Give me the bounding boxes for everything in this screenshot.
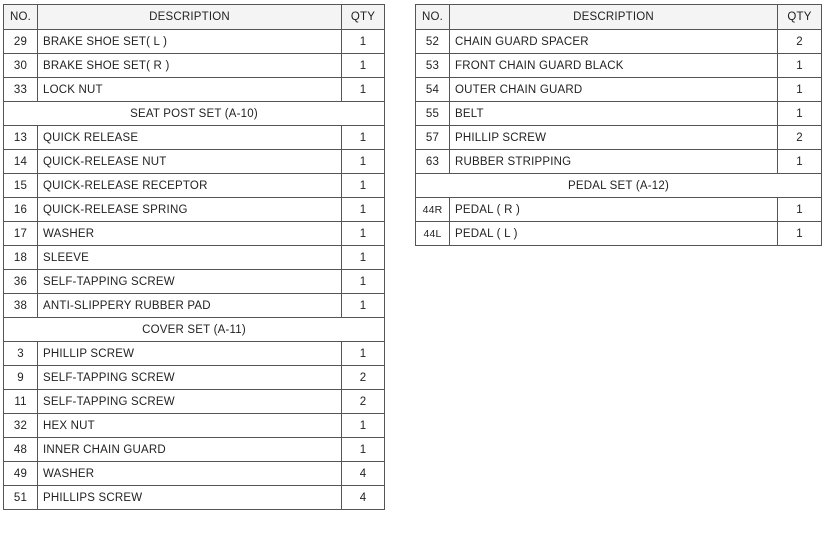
part-number: 38 (4, 294, 38, 318)
part-number: 33 (4, 78, 38, 102)
part-description: SELF-TAPPING SCREW (38, 390, 342, 414)
part-number: 15 (4, 174, 38, 198)
part-quantity: 1 (342, 150, 385, 174)
table-row (4, 462, 385, 486)
part-description: FRONT CHAIN GUARD BLACK (450, 54, 778, 78)
section-title: PEDAL SET (A-12) (416, 174, 822, 198)
header-description: DESCRIPTION (450, 5, 778, 30)
table-row (4, 126, 385, 150)
table-row (4, 342, 385, 366)
parts-table-left (3, 4, 385, 510)
table-row (416, 54, 822, 78)
table-row (4, 246, 385, 270)
part-description: QUICK-RELEASE RECEPTOR (38, 174, 342, 198)
part-description: QUICK RELEASE (38, 126, 342, 150)
table-row (4, 198, 385, 222)
part-description: OUTER CHAIN GUARD (450, 78, 778, 102)
part-quantity: 1 (342, 270, 385, 294)
part-number: 57 (416, 126, 450, 150)
table-row (4, 486, 385, 510)
part-quantity: 1 (778, 222, 822, 246)
part-quantity: 4 (342, 486, 385, 510)
table-row (416, 222, 822, 246)
header-qty: QTY (342, 5, 385, 30)
part-description: PHILLIP SCREW (450, 126, 778, 150)
table-row (4, 150, 385, 174)
part-description: BELT (450, 102, 778, 126)
parts-body-right (416, 30, 822, 246)
part-quantity: 1 (342, 414, 385, 438)
part-number: 18 (4, 246, 38, 270)
part-number: 3 (4, 342, 38, 366)
section-row (4, 102, 385, 126)
table-row (4, 174, 385, 198)
part-quantity: 1 (342, 222, 385, 246)
header-no: NO. (4, 5, 38, 30)
part-quantity: 2 (342, 366, 385, 390)
part-quantity: 4 (342, 462, 385, 486)
part-number: 54 (416, 78, 450, 102)
part-number: 44R (416, 198, 450, 222)
part-number: 36 (4, 270, 38, 294)
part-number: 17 (4, 222, 38, 246)
part-number: 32 (4, 414, 38, 438)
part-quantity: 2 (342, 390, 385, 414)
table-row (4, 438, 385, 462)
part-quantity: 1 (342, 438, 385, 462)
section-title: SEAT POST SET (A-10) (4, 102, 385, 126)
table-row (416, 198, 822, 222)
part-description: SELF-TAPPING SCREW (38, 366, 342, 390)
part-quantity: 1 (778, 150, 822, 174)
part-number: 30 (4, 54, 38, 78)
part-number: 63 (416, 150, 450, 174)
part-description: PEDAL ( L ) (450, 222, 778, 246)
part-description: PHILLIP SCREW (38, 342, 342, 366)
part-description: SELF-TAPPING SCREW (38, 270, 342, 294)
part-quantity: 1 (342, 30, 385, 54)
table-row (416, 102, 822, 126)
part-description: HEX NUT (38, 414, 342, 438)
part-number: 29 (4, 30, 38, 54)
header-description: DESCRIPTION (38, 5, 342, 30)
section-title: COVER SET (A-11) (4, 318, 385, 342)
table-row (416, 78, 822, 102)
part-quantity: 1 (342, 246, 385, 270)
part-number: 9 (4, 366, 38, 390)
part-description: ANTI-SLIPPERY RUBBER PAD (38, 294, 342, 318)
part-description: CHAIN GUARD SPACER (450, 30, 778, 54)
part-number: 44L (416, 222, 450, 246)
part-quantity: 2 (778, 30, 822, 54)
table-row (4, 78, 385, 102)
table-row (4, 30, 385, 54)
part-description: BRAKE SHOE SET( L ) (38, 30, 342, 54)
table-row (4, 414, 385, 438)
header-qty: QTY (778, 5, 822, 30)
parts-table-right (415, 4, 822, 246)
part-number: 48 (4, 438, 38, 462)
table-row (416, 150, 822, 174)
part-description: SLEEVE (38, 246, 342, 270)
part-number: 14 (4, 150, 38, 174)
part-description: WASHER (38, 222, 342, 246)
part-number: 13 (4, 126, 38, 150)
part-number: 53 (416, 54, 450, 78)
table-row (4, 222, 385, 246)
part-quantity: 1 (778, 102, 822, 126)
part-quantity: 1 (342, 174, 385, 198)
part-number: 49 (4, 462, 38, 486)
part-quantity: 1 (342, 294, 385, 318)
part-description: RUBBER STRIPPING (450, 150, 778, 174)
part-quantity: 2 (778, 126, 822, 150)
part-description: PEDAL ( R ) (450, 198, 778, 222)
parts-body-left (4, 30, 385, 510)
part-quantity: 1 (342, 54, 385, 78)
header-no: NO. (416, 5, 450, 30)
part-number: 55 (416, 102, 450, 126)
part-quantity: 1 (778, 198, 822, 222)
part-number: 51 (4, 486, 38, 510)
table-row (416, 126, 822, 150)
part-description: PHILLIPS SCREW (38, 486, 342, 510)
table-row (4, 366, 385, 390)
part-number: 52 (416, 30, 450, 54)
table-row (4, 390, 385, 414)
table-row (4, 270, 385, 294)
part-number: 11 (4, 390, 38, 414)
header-row (416, 5, 822, 30)
part-quantity: 1 (342, 198, 385, 222)
part-description: QUICK-RELEASE NUT (38, 150, 342, 174)
part-description: BRAKE SHOE SET( R ) (38, 54, 342, 78)
part-description: INNER CHAIN GUARD (38, 438, 342, 462)
table-row (4, 294, 385, 318)
table-row (416, 30, 822, 54)
part-description: WASHER (38, 462, 342, 486)
table-row (4, 54, 385, 78)
section-row (4, 318, 385, 342)
part-number: 16 (4, 198, 38, 222)
part-quantity: 1 (778, 78, 822, 102)
header-row (4, 5, 385, 30)
part-description: LOCK NUT (38, 78, 342, 102)
part-quantity: 1 (778, 54, 822, 78)
section-row (416, 174, 822, 198)
part-quantity: 1 (342, 78, 385, 102)
part-description: QUICK-RELEASE SPRING (38, 198, 342, 222)
part-quantity: 1 (342, 342, 385, 366)
part-quantity: 1 (342, 126, 385, 150)
